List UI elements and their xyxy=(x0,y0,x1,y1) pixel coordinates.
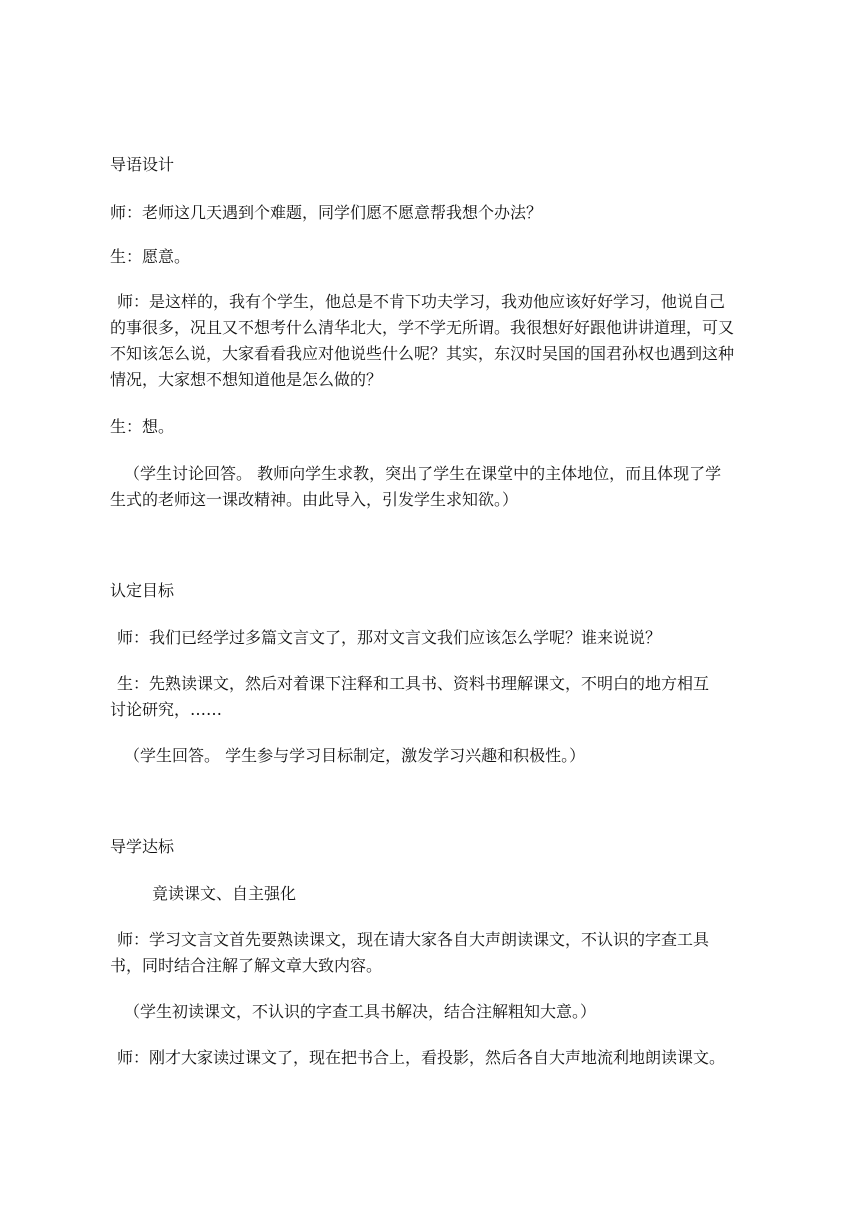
commentary-goals: （学生回答。 学生参与学习目标制定，激发学习兴趣和积极性。） xyxy=(124,746,586,765)
paragraph-line: 的事很多，况且又不想考什么清华北大，学不学无所谓。我很想好好跟他讲讲道理，可又 xyxy=(110,318,735,337)
dialogue-teacher-3: 师：我们已经学过多篇文言文了，那对文言文我们应该怎么学呢？谁来说说？ xyxy=(117,628,662,647)
paragraph-line: 讨论研究，…… xyxy=(110,700,223,719)
section-heading-guided-learning: 导学达标 xyxy=(110,837,175,856)
paragraph-line: 师：学习文言文首先要熟读课文，现在请大家各自大声朗读课文，不认识的字查工具 xyxy=(117,930,710,949)
dialogue-student-1: 生：愿意。 xyxy=(110,247,191,266)
paragraph-line: （学生讨论回答。 教师向学生求教，突出了学生在课堂中的主体地位，而且体现了学 xyxy=(124,464,722,483)
paragraph-line: 不知该怎么说，大家看看我应对他说些什么呢？其实，东汉时吴国的国君孙权也遇到这种 xyxy=(110,344,735,363)
dialogue-teacher-1: 师：老师这几天遇到个难题，同学们愿不愿意帮我想个办法？ xyxy=(110,203,543,222)
dialogue-student-2: 生：想。 xyxy=(110,417,175,436)
paragraph-line: 生：先熟读课文，然后对着课下注释和工具书、资料书理解课文，不明白的地方相互 xyxy=(117,674,710,693)
dialogue-teacher-5: 师：刚才大家读过课文了，现在把书合上，看投影，然后各自大声地流利地朗读课文。 xyxy=(117,1048,726,1067)
paragraph-line: 师：是这样的，我有个学生，他总是不肯下功夫学习，我劝他应该好好学习，他说自己 xyxy=(117,292,726,311)
section-heading-intro: 导语设计 xyxy=(110,155,175,174)
subheading-reading: 竟读课文、自主强化 xyxy=(152,884,297,903)
commentary-reading: （学生初读课文，不认识的字查工具书解决，结合注解粗知大意。） xyxy=(124,1002,597,1021)
section-heading-goals: 认定目标 xyxy=(110,581,175,600)
paragraph-line: 生式的老师这一课改精神。由此导入，引发学生求知欲。） xyxy=(110,490,519,509)
paragraph-line: 情况，大家想不想知道他是怎么做的？ xyxy=(110,370,383,389)
paragraph-line: 书，同时结合注解了解文章大致内容。 xyxy=(110,956,383,975)
